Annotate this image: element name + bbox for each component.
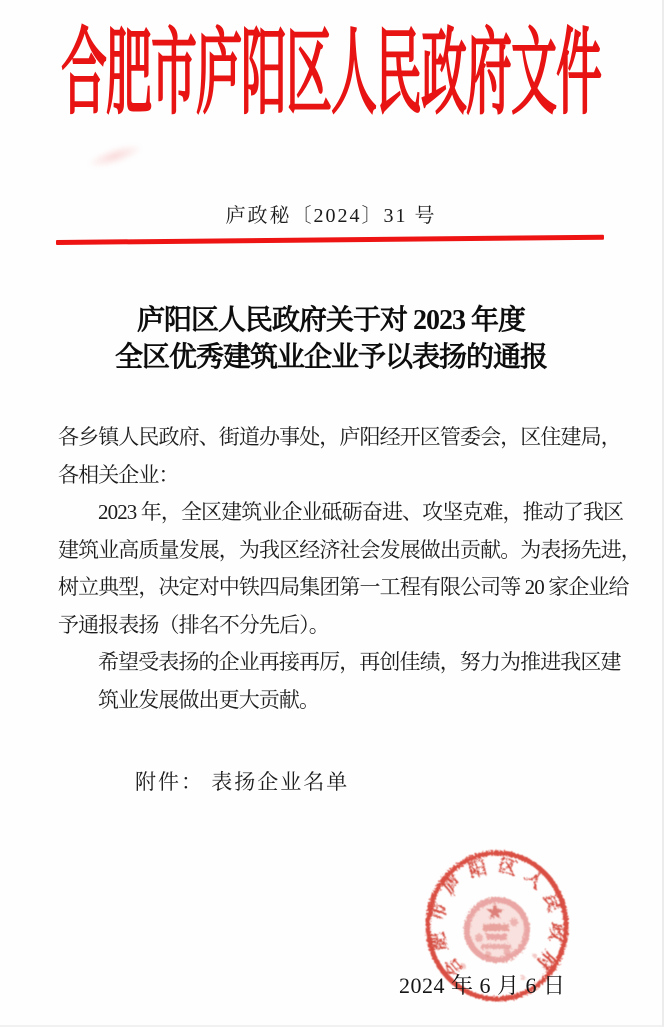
body-line-recipients-2: 各相关企业： <box>58 462 179 487</box>
document-title-line2: 全区优秀建筑业企业予以表扬的通报 <box>114 342 547 373</box>
body-line-para2-end: 筑业发展做出更大贡献。 <box>98 687 320 712</box>
body-line-para1-start: 2023 年，全区建筑业企业砥砺奋进、攻坚克难，推动了我区 <box>98 500 624 524</box>
national-emblem-icon <box>464 897 530 963</box>
body-line-recipients: 各乡镇人民政府、街道办事处，庐阳经开区管委会，区住建局， <box>58 425 621 449</box>
body-line-para1-cont: 建筑业高质量发展，为我区经济社会发展做出贡献。为表扬先进， <box>58 537 641 562</box>
document-body <box>58 419 641 719</box>
body-line-para1-cont-2: 树立典型，决定对中铁四局集团第一工程有限公司等 20 家企业给 <box>58 575 629 599</box>
seal-text: 合肥市庐阳区人民政府 <box>425 854 569 981</box>
document-number: 庐政秘〔2024〕31 号 <box>225 205 437 227</box>
attachment-note: 附件： 表扬企业名单 <box>135 770 350 794</box>
red-header-banner: 合肥市庐阳区人民政府文件 <box>61 20 601 126</box>
document-date: 2024 年 6 月 6 日 <box>399 973 566 998</box>
red-separator-line <box>56 235 604 245</box>
body-line-para2-start: 希望受表扬的企业再接再厉，再创佳绩，努力为推进我区建 <box>98 650 621 674</box>
body-line-para1-end: 予通报表扬（排名不分先后）。 <box>58 612 329 637</box>
scan-smudge-artifact <box>85 139 145 172</box>
document-title-line1: 庐阳区人民政府关于对 2023 年度 <box>136 305 525 336</box>
document-title <box>0 302 662 376</box>
